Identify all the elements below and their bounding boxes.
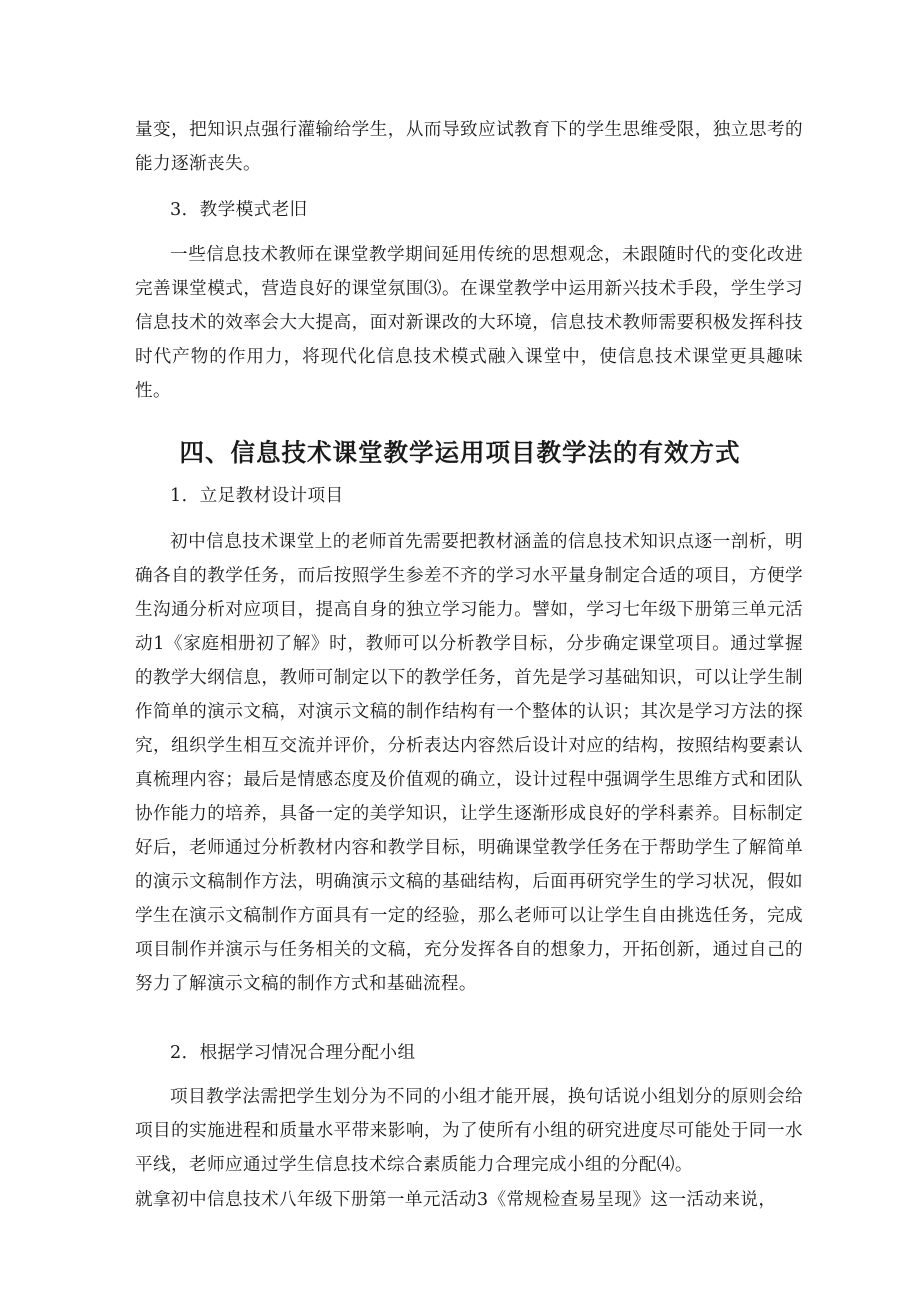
subheading-group-allocation: 2．根据学习情况合理分配小组 — [170, 1043, 416, 1063]
subheading-outdated-teaching-mode: 3．教学模式老旧 — [170, 200, 308, 220]
paragraph-group-allocation: 项目教学法需把学生划分为不同的小组才能开展，换句话说小组划分的原则会给项目的实施进程和质量水平带来影响，为了使所有小组的研究进度尽可能处于同一水平线，老师应通过学生信息技术综合素质能力合理完成小组的分配⑷。 — [135, 1087, 803, 1175]
paragraph-teaching-mode: 一些信息技术教师在课堂教学期间延用传统的思想观念，未跟随时代的变化改进完善课堂模式，营造良好的课堂氛围⑶。在课堂教学中运用新兴技术手段，学生学习信息技术的效率会大大提高，面对新课改的大环境，信息技术教师需要积极发挥科技时代产物的作用力，将现代化信息技术模式融入课堂中，使信息技术课堂更具趣味性。 — [135, 245, 803, 401]
paragraph-example-activity: 就拿初中信息技术八年级下册第一单元活动3《常规检查易呈现》这一活动来说， — [135, 1190, 777, 1210]
subheading-design-projects: 1．立足教材设计项目 — [170, 486, 344, 506]
section-title: 四、信息技术课堂教学运用项目教学法的有效方式 — [179, 438, 741, 467]
paragraph-continuation: 量变，把知识点强行灌输给学生，从而导致应试教育下的学生思维受限，独立思考的能力逐渐丧失。 — [135, 120, 803, 174]
paragraph-design-projects: 初中信息技术课堂上的老师首先需要把教材涵盖的信息技术知识点逐一剖析，明确各自的教学任务，而后按照学生参差不齐的学习水平量身制定合适的项目，方便学生沟通分析对应项目，提高自身的独立学习能力。譬如，学习七年级下册第三单元活动1《家庭相册初了解》时，教师可以分析教学目标，分步确定课堂项目。通过掌握的教学大纲信息，教师可制定以下的教学任务，首先是学习基础知识，可以让学生制作简单的演示文稿，对演示文稿的制作结构有一个整体的认识；其次是学习方法的探究，组织学生相互交流并评价，分析表达内容然后设计对应的结构，按照结构要素认真梳理内容；最后是情感态度及价值观的确立，设计过程中强调学生思维方式和团队协作能力的培养，具备一定的美学知识，让学生逐渐形成良好的学科素养。目标制定好后，老师通过分析教材内容和教学目标，明确课堂教学任务在于帮助学生了解简单的演示文稿制作方法，明确演示文稿的基础结构，后面再研究学生的学习状况，假如学生在演示文稿制作方面具有一定的经验，那么老师可以让学生自由挑选任务，完成项目制作并演示与任务相关的文稿，充分发挥各自的想象力，开拓创新，通过自己的努力了解演示文稿的制作方式和基础流程。 — [135, 532, 803, 994]
